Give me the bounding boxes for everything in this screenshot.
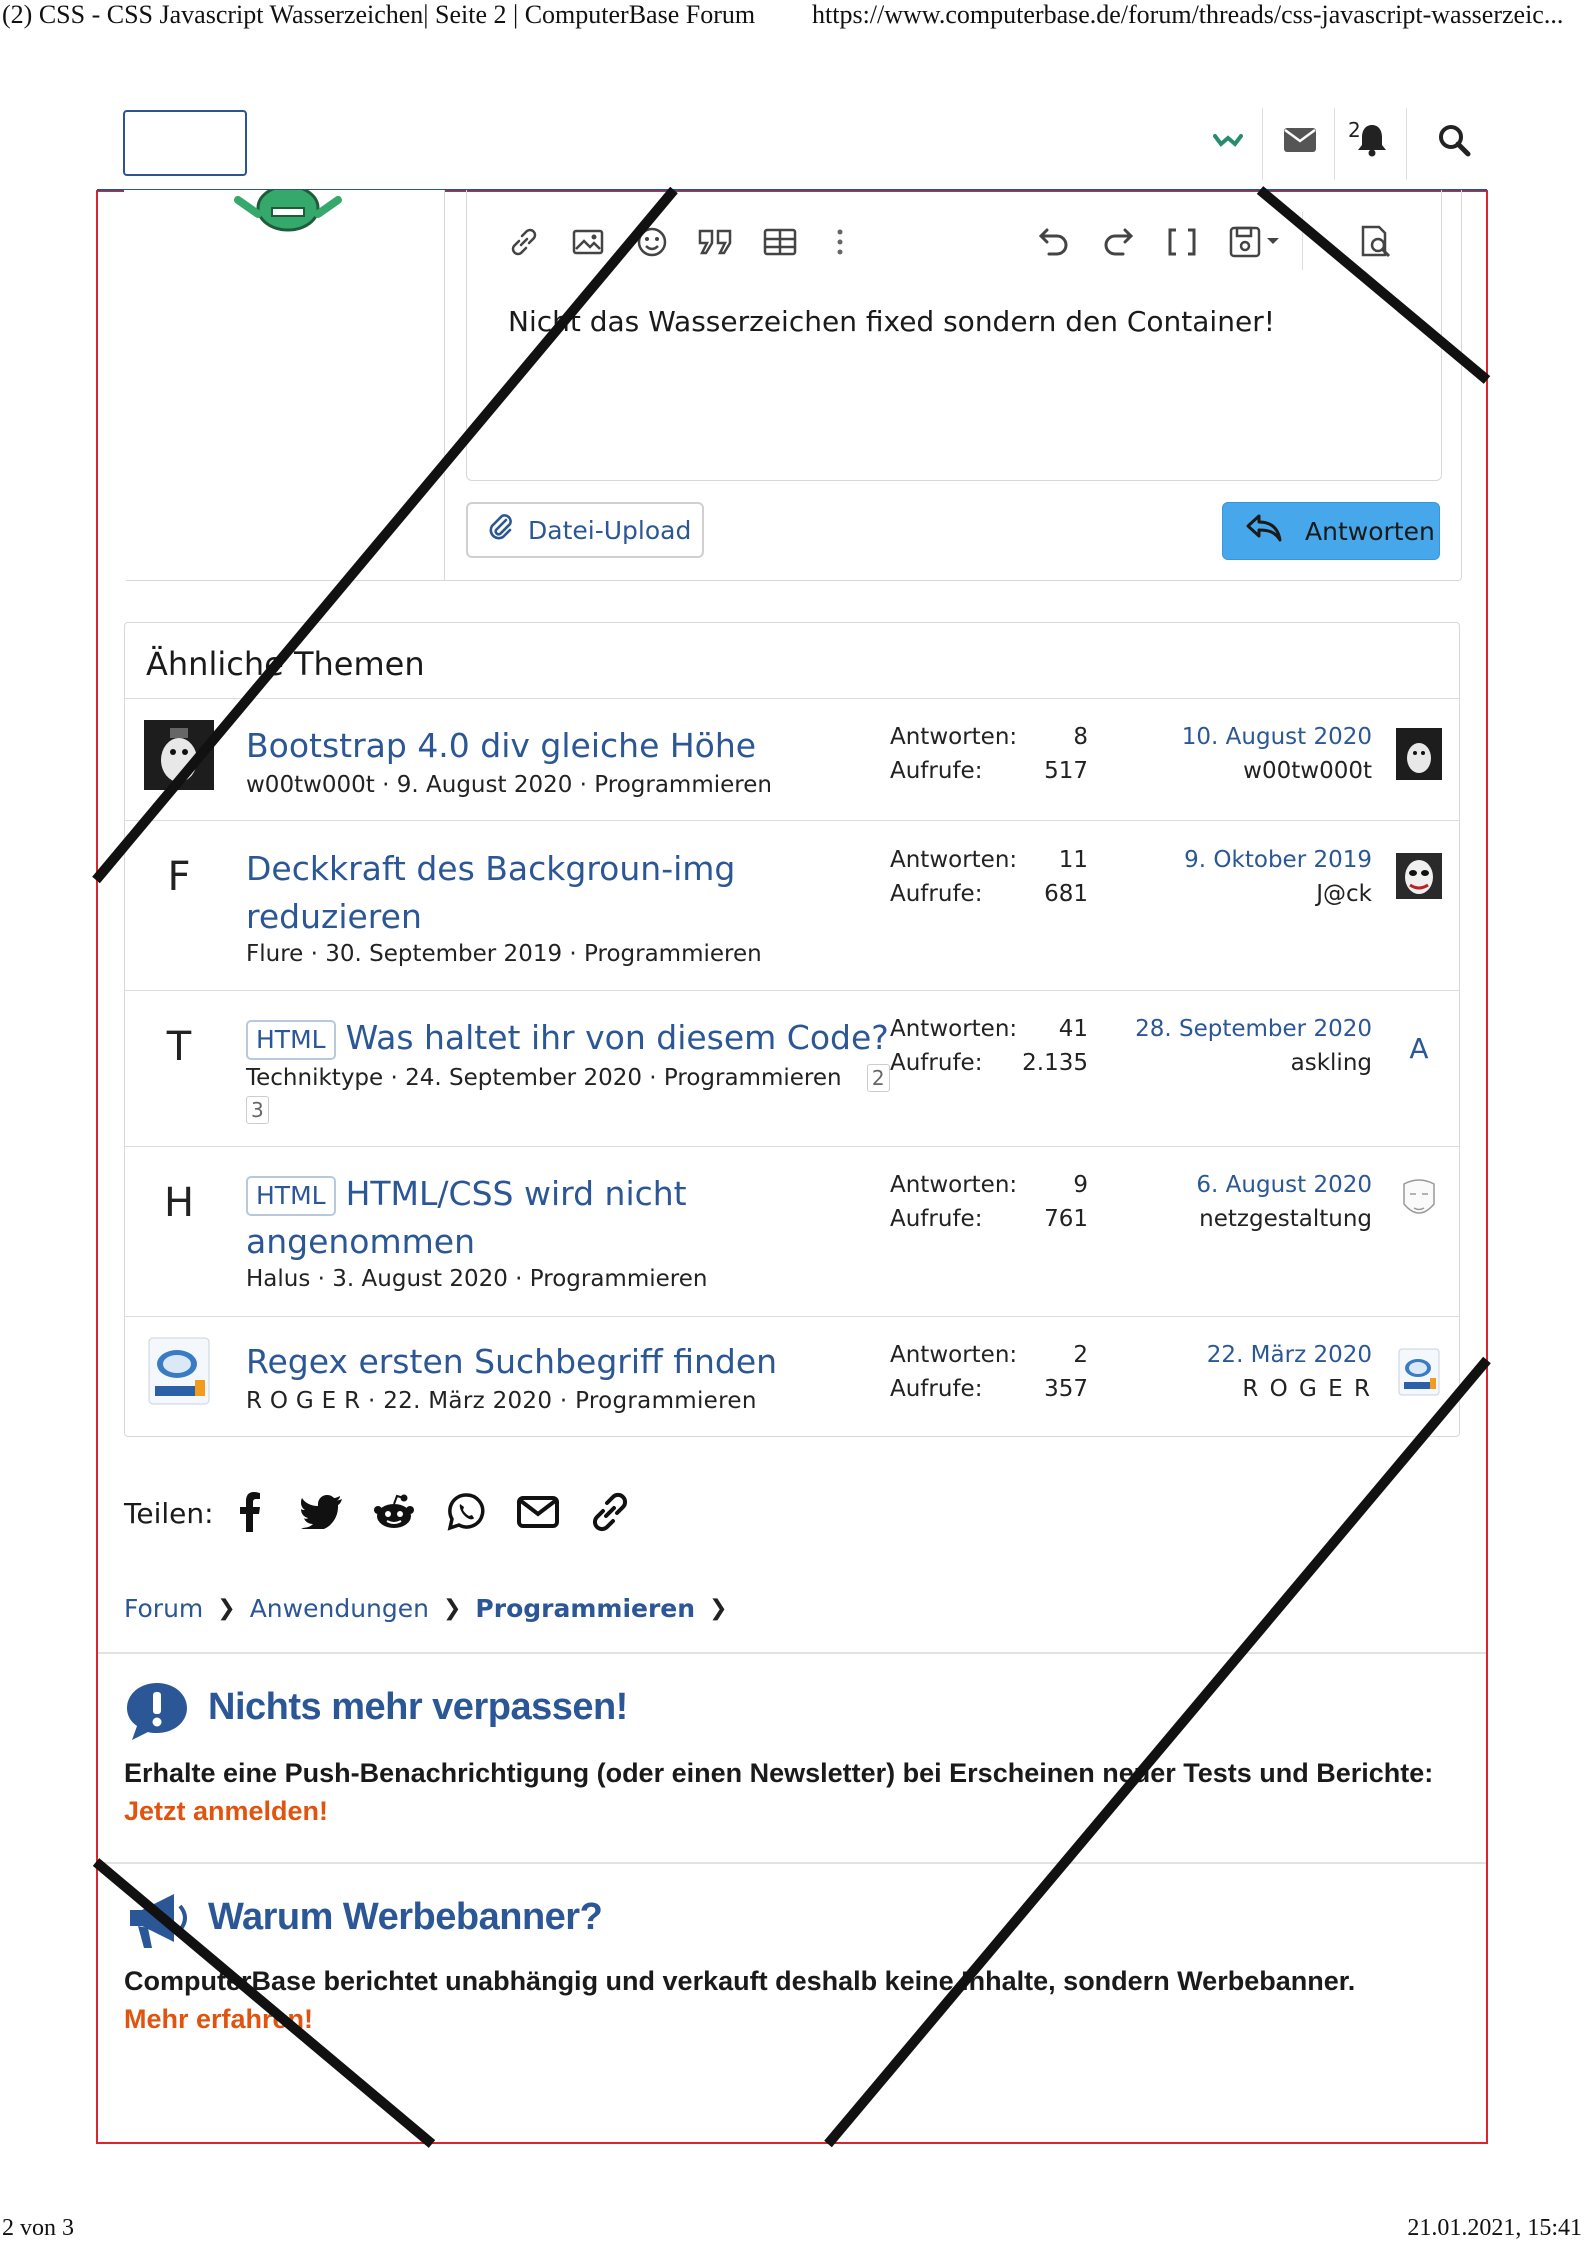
thread-prefix-tag[interactable]: HTML <box>246 1176 336 1216</box>
replies-label: Antworten: <box>890 847 1018 873</box>
reply-button[interactable] <box>1222 502 1440 560</box>
chevron-right-icon: ❯ <box>217 1596 236 1621</box>
topbar-divider <box>1406 108 1407 180</box>
chevron-right-icon: ❯ <box>442 1596 462 1621</box>
reply-label: Antworten <box>1305 516 1435 546</box>
last-post-date[interactable]: 6. August 2020 <box>1196 1172 1372 1198</box>
breadcrumb-item-current[interactable]: Programmieren <box>475 1594 696 1623</box>
divider <box>125 1316 1459 1317</box>
breadcrumb-item[interactable]: Anwendungen <box>249 1594 429 1623</box>
views-count: 761 <box>1044 1206 1088 1232</box>
page-link[interactable]: 3 <box>246 1096 269 1124</box>
share-label: Teilen: <box>124 1497 214 1530</box>
replies-label: Antworten: <box>890 724 1018 750</box>
mail-icon[interactable] <box>1280 120 1320 160</box>
last-post-date[interactable]: 9. Oktober 2019 <box>1184 847 1372 873</box>
thread-title[interactable]: HTML/CSS wird nicht angenommen <box>246 1174 687 1261</box>
whatsapp-icon[interactable] <box>444 1490 488 1534</box>
print-url: https://www.computerbase.de/forum/threads/css-javascript-wasserzeic... <box>812 0 1564 29</box>
last-post-date[interactable]: 10. August 2020 <box>1181 724 1372 750</box>
replies-count: 2 <box>1073 1342 1088 1368</box>
last-poster-avatar[interactable] <box>1396 728 1442 780</box>
print-page-title: (2) CSS - CSS Javascript Wasserzeichen| Seite 2 | ComputerBase Forum <box>2 0 756 29</box>
divider <box>125 990 1459 991</box>
thread-prefix-tag[interactable]: HTML <box>246 1020 336 1060</box>
thread-meta: Flure · 30. September 2019 · Programmieren <box>246 941 762 967</box>
topbar-divider <box>1334 108 1335 180</box>
twitter-icon[interactable] <box>300 1490 344 1534</box>
last-post-date[interactable]: 28. September 2020 <box>1135 1016 1372 1042</box>
notification-count: 2 <box>1348 118 1361 142</box>
last-poster-avatar[interactable] <box>1396 1346 1442 1398</box>
promo-text: ComputerBase berichtet unabhängig und verkauft deshalb keine Inhalte, sondern Werbebanner. <box>124 1966 1356 1996</box>
thread-title[interactable]: Regex ersten Suchbegriff finden <box>246 1342 778 1381</box>
megaphone-icon <box>124 1890 194 1956</box>
views-label: Aufrufe: <box>890 1206 983 1232</box>
breadcrumb <box>124 1594 728 1623</box>
views-label: Aufrufe: <box>890 881 983 907</box>
facebook-icon[interactable] <box>228 1490 272 1534</box>
last-poster-avatar[interactable] <box>1396 1174 1442 1226</box>
redo-icon[interactable] <box>1098 222 1138 262</box>
bookmark-icon[interactable] <box>1208 120 1248 160</box>
last-poster-avatar[interactable] <box>1396 850 1442 902</box>
link-icon[interactable] <box>504 222 544 262</box>
last-post-user[interactable]: R O G E R <box>1242 1376 1372 1402</box>
user-avatar <box>228 190 348 246</box>
thread-title[interactable]: Deckkraft des Backgroun-img reduzieren <box>246 849 736 936</box>
divider <box>125 1146 1459 1147</box>
image-icon[interactable] <box>568 222 608 262</box>
email-icon[interactable] <box>516 1490 560 1534</box>
views-label: Aufrufe: <box>890 1376 983 1402</box>
similar-threads-heading: Ähnliche Themen <box>146 645 425 683</box>
site-logo[interactable] <box>123 110 247 176</box>
quote-icon[interactable] <box>696 222 736 262</box>
replies-count: 41 <box>1058 1016 1088 1042</box>
views-label: Aufrufe: <box>890 1050 983 1076</box>
promo-title: Nichts mehr verpassen! <box>208 1686 628 1728</box>
views-count: 681 <box>1044 881 1088 907</box>
replies-count: 8 <box>1073 724 1088 750</box>
divider <box>125 820 1459 821</box>
file-upload-label: Datei-Upload <box>528 515 692 545</box>
last-post-user[interactable]: w00tw000t <box>1243 758 1372 784</box>
thread-avatar[interactable]: T <box>166 1024 192 1070</box>
reddit-icon[interactable] <box>372 1490 416 1534</box>
paperclip-icon <box>488 512 514 548</box>
last-post-user[interactable]: askling <box>1290 1050 1372 1076</box>
page-link[interactable]: 2 <box>867 1064 890 1092</box>
promo-link[interactable]: Mehr erfahren! <box>124 2004 314 2034</box>
replies-count: 9 <box>1073 1172 1088 1198</box>
thread-title[interactable]: Bootstrap 4.0 div gleiche Höhe <box>246 726 757 765</box>
views-count: 517 <box>1044 758 1088 784</box>
smiley-icon[interactable] <box>632 222 672 262</box>
reply-arrow-icon <box>1245 512 1283 550</box>
brackets-icon[interactable] <box>1162 222 1202 262</box>
thread-avatar[interactable] <box>144 1336 214 1406</box>
divider <box>98 1652 1486 1654</box>
replies-label: Antworten: <box>890 1342 1018 1368</box>
thread-meta: w00tw000t · 9. August 2020 · Programmieren <box>246 772 772 798</box>
search-icon[interactable] <box>1434 120 1474 160</box>
promo-link[interactable]: Jetzt anmelden! <box>124 1796 329 1826</box>
promo-title: Warum Werbebanner? <box>208 1896 603 1938</box>
page-link-row <box>246 1096 269 1124</box>
bell-icon[interactable] <box>1352 120 1392 160</box>
topbar-divider <box>1262 108 1263 180</box>
exclamation-bubble-icon <box>124 1680 190 1746</box>
toolbar-divider <box>1302 212 1303 270</box>
replies-count: 11 <box>1058 847 1088 873</box>
print-datetime: 21.01.2021, 15:41 <box>1407 2215 1582 2241</box>
thread-avatar[interactable]: F <box>167 854 191 900</box>
last-poster-avatar[interactable]: A <box>1409 1031 1429 1065</box>
views-count: 2.135 <box>1022 1050 1088 1076</box>
table-icon[interactable] <box>760 222 800 262</box>
thread-meta-row <box>246 1064 890 1092</box>
more-icon[interactable] <box>820 222 860 262</box>
thread-avatar[interactable]: H <box>163 1180 195 1226</box>
thread-title-row[interactable] <box>246 1014 889 1062</box>
editor-content[interactable]: Nicht das Wasserzeichen fixed sondern den Container! <box>508 305 1275 338</box>
thread-avatar[interactable] <box>144 720 214 790</box>
views-label: Aufrufe: <box>890 758 983 784</box>
print-header <box>0 0 1588 34</box>
save-draft-icon[interactable] <box>1226 222 1286 262</box>
file-upload-button[interactable] <box>466 502 704 558</box>
replies-label: Antworten: <box>890 1016 1018 1042</box>
thread-meta: Halus · 3. August 2020 · Programmieren <box>246 1266 708 1292</box>
breadcrumb-item[interactable]: Forum <box>124 1594 204 1623</box>
thread-title[interactable]: Was haltet ihr von diesem Code? <box>345 1018 889 1057</box>
chevron-right-icon: ❯ <box>709 1596 728 1621</box>
divider <box>98 1862 1486 1864</box>
link-icon[interactable] <box>588 1490 632 1534</box>
last-post-user[interactable]: J@ck <box>1316 881 1372 907</box>
thread-meta: R O G E R · 22. März 2020 · Programmieren <box>246 1388 757 1414</box>
thread-meta: Techniktype · 24. September 2020 · Programmieren <box>246 1065 842 1091</box>
print-page-number: 2 von 3 <box>2 2215 74 2241</box>
undo-icon[interactable] <box>1034 222 1074 262</box>
print-footer <box>0 2212 1588 2246</box>
divider <box>125 698 1459 699</box>
last-post-user[interactable]: netzgestaltung <box>1199 1206 1372 1232</box>
replies-label: Antworten: <box>890 1172 1018 1198</box>
thread-title-row[interactable] <box>246 1170 806 1266</box>
last-post-date[interactable]: 22. März 2020 <box>1206 1342 1372 1368</box>
preview-icon[interactable] <box>1356 222 1396 262</box>
quick-reply-user-column <box>124 190 445 580</box>
promo-text: Erhalte eine Push-Benachrichtigung (oder einen Newsletter) bei Erscheinen neuer Tests und Berichte: <box>124 1758 1434 1788</box>
views-count: 357 <box>1044 1376 1088 1402</box>
